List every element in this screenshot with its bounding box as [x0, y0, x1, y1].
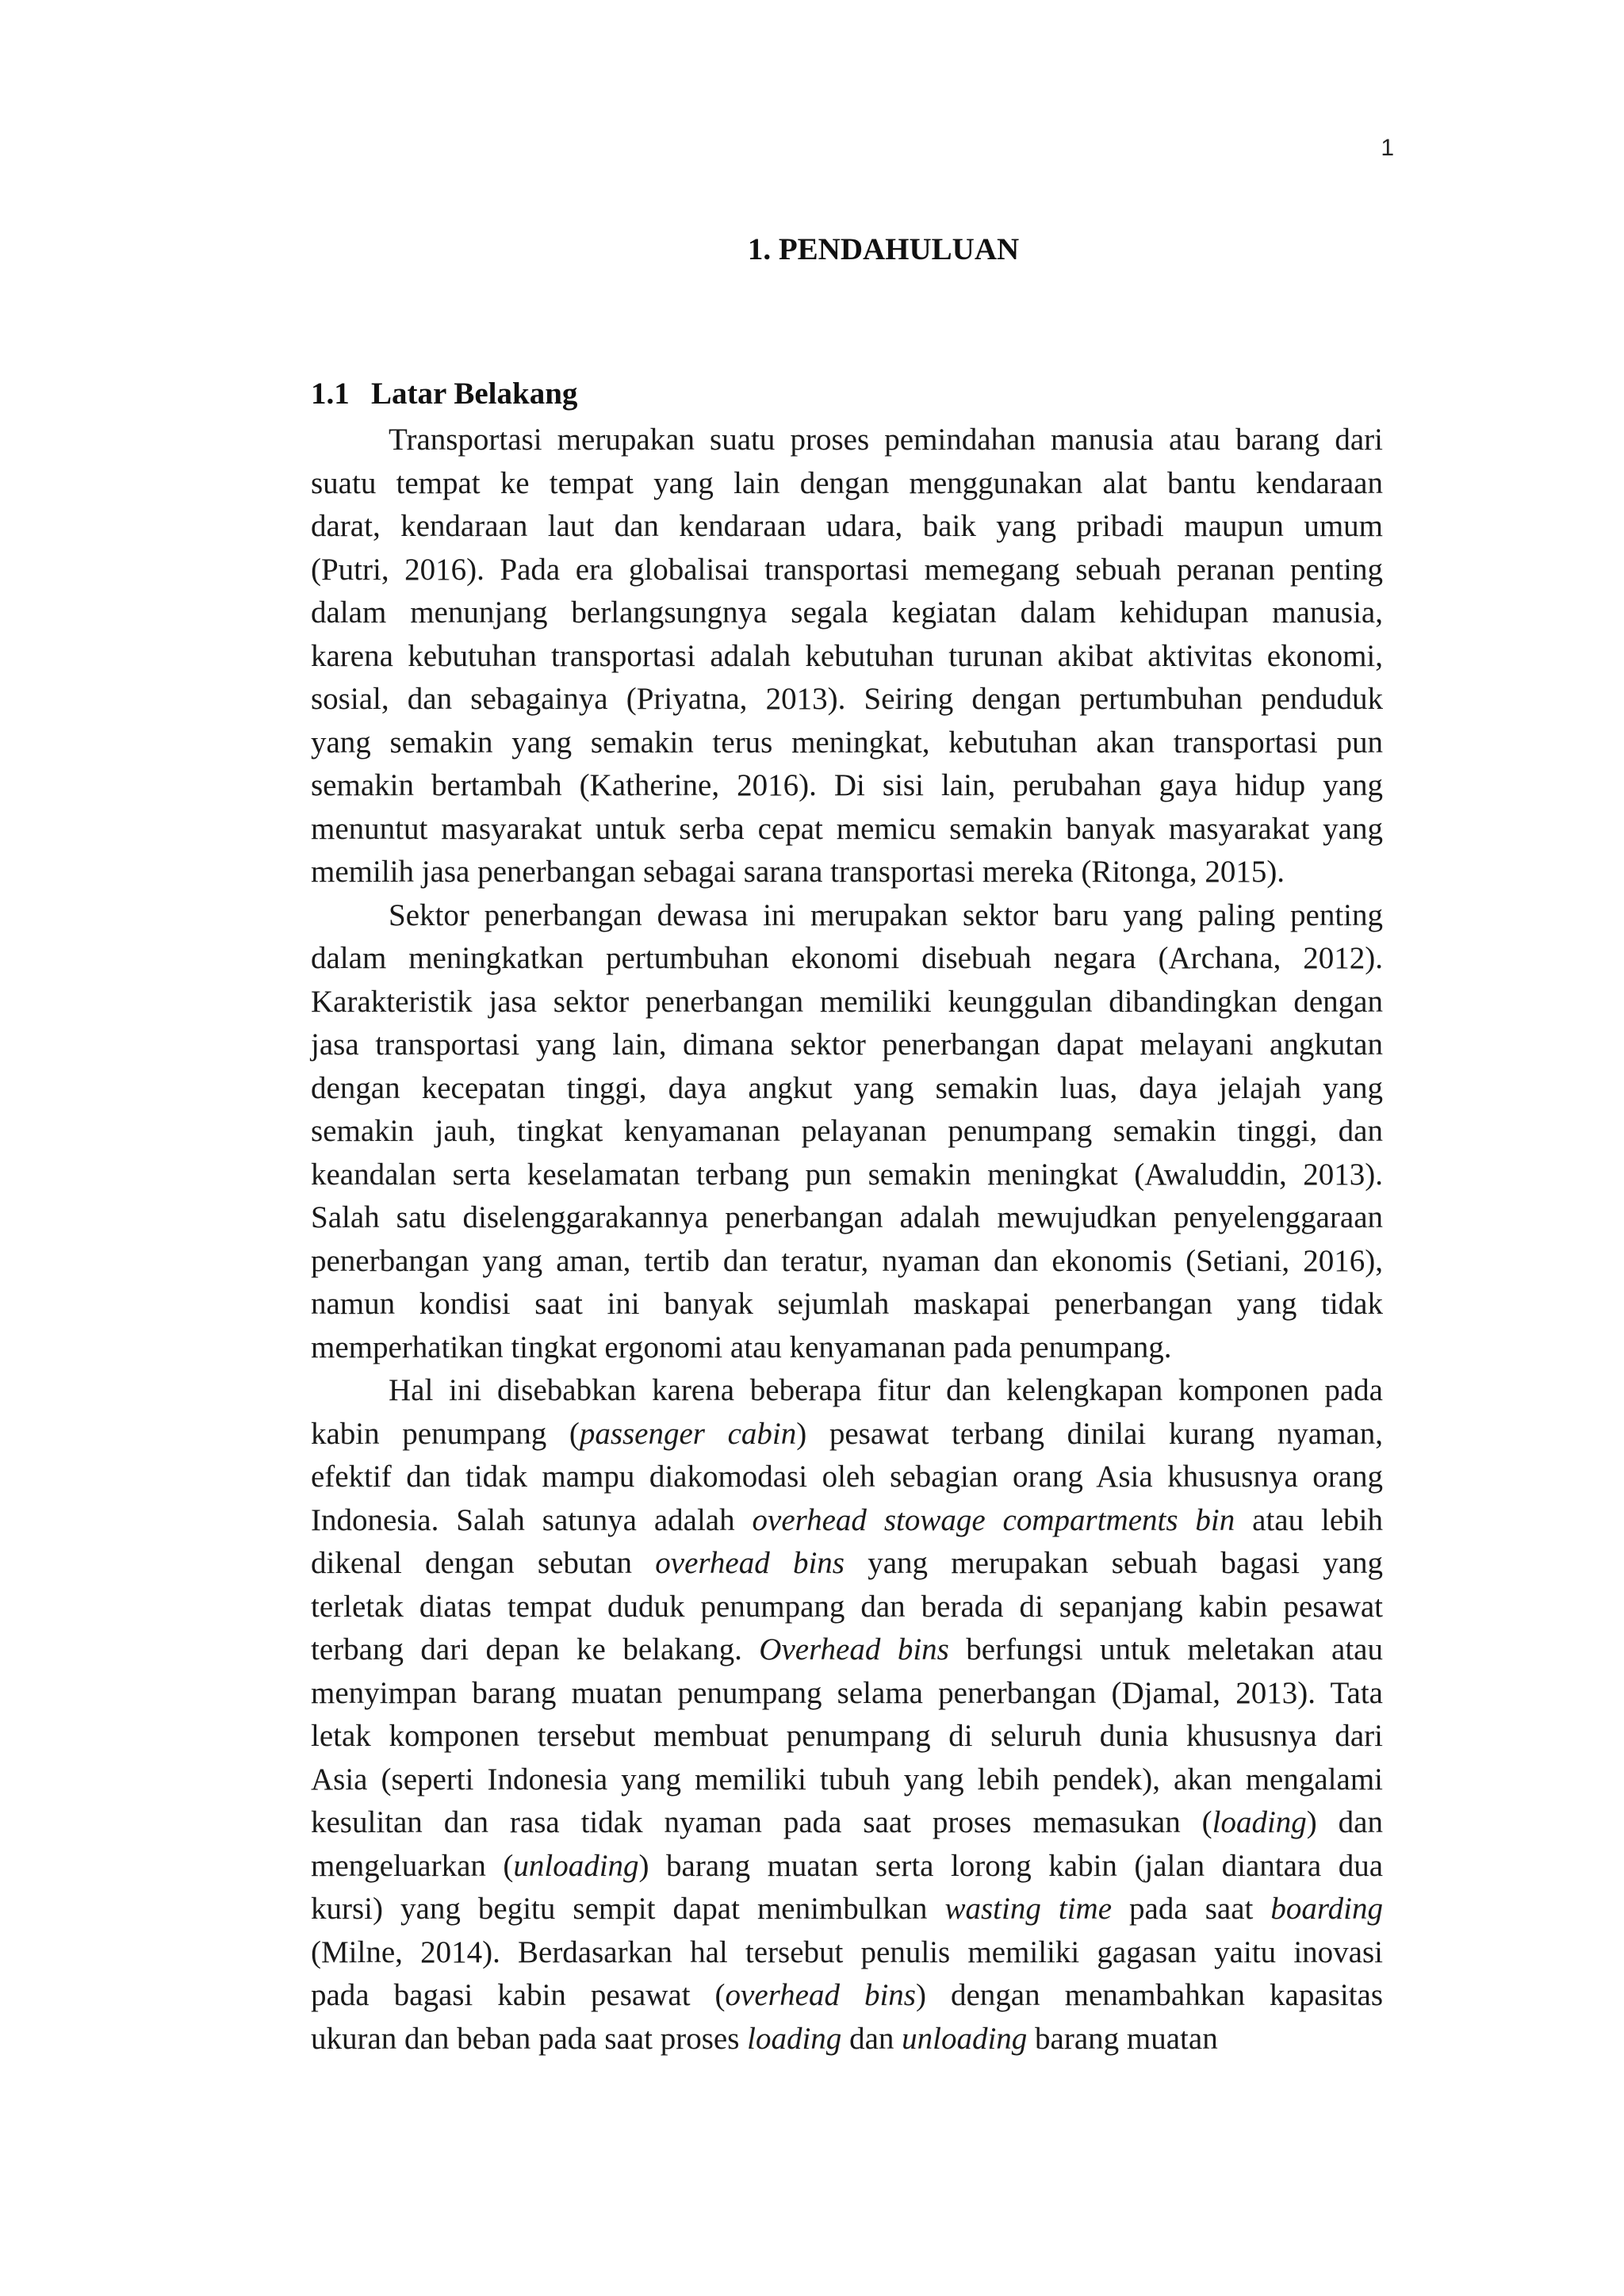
text-run: dan [841, 2021, 902, 2056]
text-run: Indonesia. Salah satunya adalah [311, 1502, 753, 1537]
text-line: yang semakin yang semakin terus meningkat, kebutuhan akan transportasi pun [311, 725, 1383, 760]
text-run: terletak diatas tempat duduk penumpang dan berada di sepanjang kabin pesawat [311, 1589, 1383, 1624]
text-line: Karakteristik jasa sektor penerbangan memiliki keunggulan dibandingkan dengan [311, 984, 1383, 1019]
text-run: ) dengan menambahkan kapasitas [915, 1978, 1383, 2012]
text-line [311, 2018, 1383, 2061]
text-line: Transportasi merupakan suatu proses pemindahan manusia atau barang dari [389, 423, 1383, 457]
text-run: ) pesawat terbang dinilai kurang nyaman, [796, 1416, 1383, 1451]
text-line [311, 1715, 1383, 1758]
text-line: menuntut masyarakat untuk serba cepat memicu semakin banyak masyarakat yang [311, 811, 1383, 846]
text-run: ) dan [1306, 1805, 1383, 1839]
page-number: 1 [1381, 135, 1394, 161]
section-heading [311, 376, 577, 411]
section-number: 1.1 [311, 377, 350, 411]
text-run: kesulitan dan rasa tidak nyaman pada saat proses memasukan ( [311, 1805, 1212, 1839]
text-line: Sektor penerbangan dewasa ini merupakan sektor baru yang paling penting [389, 897, 1383, 932]
text-line: semakin bertambah (Katherine, 2016). Di sisi lain, perubahan gaya hidup yang [311, 768, 1383, 802]
text-line [311, 1542, 1383, 1586]
text-line: dalam menunjang berlangsungnya segala kegiatan dalam kehidupan manusia, [311, 595, 1383, 629]
italic-term: wasting time [944, 1892, 1113, 1926]
chapter-title: 1. PENDAHULUAN [747, 232, 1020, 266]
text-run: barang muatan [1027, 2021, 1218, 2056]
italic-term: overhead bins [725, 1978, 916, 2012]
body-text [311, 419, 1383, 2061]
text-run: letak komponen tersebut membuat penumpang di seluruh dunia khususnya dari [311, 1719, 1383, 1753]
text-line: dengan kecepatan tinggi, daya angkut yang semakin luas, daya jelajah yang [311, 1070, 1383, 1105]
italic-term: loading [1212, 1805, 1307, 1839]
paragraph-3 [311, 1369, 1383, 2061]
italic-term: boarding [1270, 1892, 1383, 1926]
text-run: efektif dan tidak mampu diakomodasi oleh sebagian orang Asia khususnya orang [311, 1460, 1383, 1494]
italic-term: overhead stowage compartments bin [752, 1502, 1235, 1537]
text-line [311, 1758, 1383, 1802]
text-line: Salah satu diselenggarakannya penerbangan adalah mewujudkan penyelenggaraan [311, 1200, 1383, 1234]
text-run: kursi) yang begitu sempit dapat menimbulkan [311, 1892, 945, 1926]
text-line: (Putri, 2016). Pada era globalisai transportasi memegang sebuah peranan penting [311, 552, 1383, 587]
italic-term: overhead bins [655, 1546, 845, 1580]
text-run: Hal ini disebabkan karena beberapa fitur dan kelengkapan komponen pada [389, 1373, 1383, 1407]
italic-term: passenger cabin [579, 1416, 797, 1451]
text-run: mengeluarkan ( [311, 1848, 514, 1883]
text-run: (Milne, 2014). Berdasarkan hal tersebut penulis memiliki gagasan yaitu inovasi [311, 1934, 1383, 1969]
text-line: namun kondisi saat ini banyak sejumlah maskapai penerbangan yang tidak [311, 1287, 1383, 1321]
text-line: karena kebutuhan transportasi adalah kebutuhan turunan akibat aktivitas ekonomi, [311, 638, 1383, 673]
italic-term: unloading [513, 1848, 639, 1883]
text-line [311, 1801, 1383, 1845]
text-run: terbang dari depan ke belakang. [311, 1632, 760, 1667]
text-run: ukuran dan beban pada saat proses [311, 2021, 748, 2056]
text-line [311, 1628, 1383, 1672]
text-run: pada saat [1112, 1892, 1271, 1926]
text-run: ) barang muatan serta lorong kabin (jalan diantara dua [638, 1848, 1384, 1883]
text-line: sosial, dan sebagainya (Priyatna, 2013). Seiring dengan pertumbuhan penduduk [311, 682, 1383, 716]
text-line: dalam meningkatkan pertumbuhan ekonomi disebuah negara (Archana, 2012). [311, 941, 1383, 975]
text-line: semakin jauh, tingkat kenyamanan pelayanan penumpang semakin tinggi, dan [311, 1114, 1383, 1148]
section-title: Latar Belakang [371, 377, 578, 411]
text-line: keandalan serta keselamatan terbang pun semakin meningkat (Awaluddin, 2013). [311, 1157, 1383, 1192]
text-run: Asia (seperti Indonesia yang memiliki tubuh yang lebih pendek), akan mengalami [311, 1762, 1383, 1797]
text-line: jasa transportasi yang lain, dimana sektor penerbangan dapat melayani angkutan [311, 1027, 1383, 1062]
text-run: kabin penumpang ( [311, 1416, 580, 1451]
text-run: berfungsi untuk meletakan atau [948, 1632, 1383, 1667]
italic-term: Overhead bins [759, 1632, 949, 1667]
text-run: menyimpan barang muatan penumpang selama penerbangan (Djamal, 2013). Tata [311, 1675, 1383, 1710]
text-run: pada bagasi kabin pesawat ( [311, 1978, 726, 2012]
text-line: suatu tempat ke tempat yang lain dengan menggunakan alat bantu kendaraan [311, 465, 1383, 500]
text-line: darat, kendaraan laut dan kendaraan udara, baik yang pribadi maupun umum [311, 509, 1383, 543]
text-line: memilih jasa penerbangan sebagai sarana transportasi mereka (Ritonga, 2015). [311, 855, 1285, 889]
text-line [311, 1499, 1383, 1543]
text-line: memperhatikan tingkat ergonomi atau kenyamanan pada penumpang. [311, 1330, 1172, 1364]
text-run: dikenal dengan sebutan [311, 1546, 656, 1580]
text-line [311, 1586, 1383, 1629]
text-run: atau lebih [1235, 1502, 1383, 1537]
text-line [311, 1931, 1383, 1975]
text-line: penerbangan yang aman, tertib dan teratur, nyaman dan ekonomis (Setiani, 2016), [311, 1243, 1383, 1278]
paragraph-1 [311, 419, 1383, 894]
text-line [311, 1888, 1383, 1931]
text-line [311, 1845, 1383, 1888]
italic-term: unloading [902, 2021, 1028, 2056]
text-line [311, 1413, 1383, 1456]
italic-term: loading [747, 2021, 842, 2056]
text-run: yang merupakan sebuah bagasi yang [844, 1546, 1384, 1580]
text-line [311, 1672, 1383, 1716]
text-line [311, 1456, 1383, 1499]
text-line [311, 1974, 1383, 2018]
paragraph-2 [311, 894, 1383, 1370]
text-line [311, 1369, 1383, 1413]
